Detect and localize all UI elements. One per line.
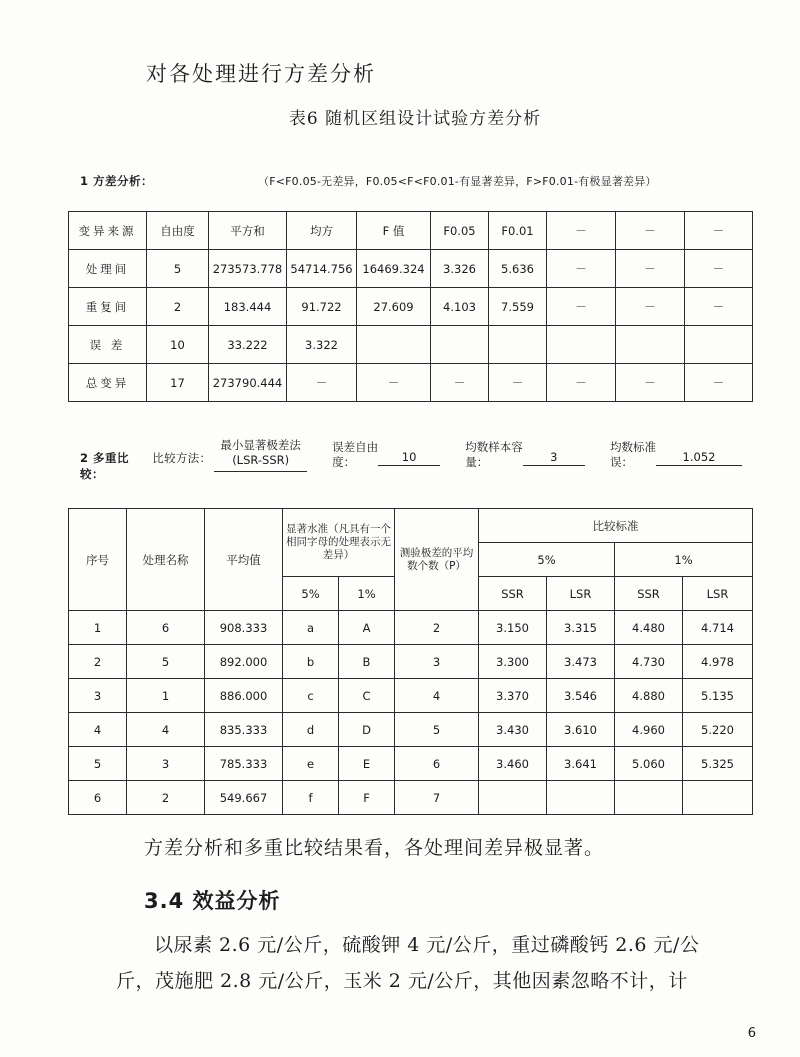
cmp-cell-3-4: D [339, 713, 395, 747]
cmp-cell-0-3: a [283, 611, 339, 645]
cmp-header-lsr-1: LSR [683, 577, 753, 611]
anova-cell-1-6: 7.559 [489, 288, 547, 326]
cmp-cell-2-6: 3.370 [479, 679, 547, 713]
cmp-header-crit-1: 1% [615, 543, 753, 577]
table-row [69, 509, 753, 543]
method-value-line1: 最小显著极差法 [220, 438, 301, 452]
benefit-paragraph-line1: 以尿素 2.6 元/公斤，硫酸钾 4 元/公斤，重过磷酸钙 2.6 元/公 [154, 934, 700, 956]
cmp-cell-5-6 [479, 781, 547, 815]
benefit-paragraph-line2: 斤，茂施肥 2.8 元/公斤，玉米 2 元/公斤，其他因素忽略不计，计 [116, 970, 688, 992]
section-1-note: （F<F0.05-无差异，F0.05<F<F0.01-有显著差异，F>F0.01-有极显著差异） [258, 175, 657, 188]
anova-header-7: － [547, 212, 616, 250]
method-value [214, 436, 306, 472]
cmp-cell-4-1: 3 [127, 747, 205, 781]
comparison-table [68, 508, 753, 815]
table-row [69, 713, 753, 747]
anova-header-9: － [685, 212, 753, 250]
anova-cell-1-7: － [547, 288, 616, 326]
cmp-cell-4-7: 3.641 [547, 747, 615, 781]
cmp-cell-3-8: 4.960 [615, 713, 683, 747]
comparison-table-wrapper [58, 508, 742, 815]
anova-cell-3-4: － [357, 364, 431, 402]
anova-header-5: F0.05 [431, 212, 489, 250]
cmp-header-seq: 序号 [69, 509, 127, 611]
cmp-cell-1-6: 3.300 [479, 645, 547, 679]
anova-cell-3-3: － [287, 364, 357, 402]
cmp-cell-4-9: 5.325 [683, 747, 753, 781]
cmp-header-sig-1: 1% [339, 577, 395, 611]
method-label: 比较方法： [152, 451, 212, 465]
df-label: 误差自由 度： [332, 440, 379, 469]
page-title: 对各处理进行方差分析 [146, 62, 376, 86]
anova-cell-0-9: － [685, 250, 753, 288]
sample-size-field-group [465, 436, 585, 470]
cmp-header-sig-5: 5% [283, 577, 339, 611]
cmp-cell-2-5: 4 [395, 679, 479, 713]
cmp-header-p: 测验极差的平均数个数（P） [395, 509, 479, 611]
anova-cell-0-3: 54714.756 [287, 250, 357, 288]
anova-cell-0-4: 16469.324 [357, 250, 431, 288]
table-row [69, 679, 753, 713]
anova-cell-0-2: 273573.778 [209, 250, 287, 288]
cmp-header-significance: 显著水准（凡具有一个相同字母的处理表示无差异） [283, 509, 395, 577]
anova-cell-2-6 [489, 326, 547, 364]
cmp-cell-1-0: 2 [69, 645, 127, 679]
anova-cell-1-1: 2 [147, 288, 209, 326]
table-row [69, 645, 753, 679]
cmp-cell-1-8: 4.730 [615, 645, 683, 679]
cmp-header-ssr-1: SSR [615, 577, 683, 611]
cmp-cell-2-2: 886.000 [205, 679, 283, 713]
section-1-number: 1 方差分析： [80, 174, 154, 188]
anova-header-6: F0.01 [489, 212, 547, 250]
anova-cell-3-6: － [489, 364, 547, 402]
cmp-header-mean: 平均值 [205, 509, 283, 611]
method-value-line2: (LSR-SSR) [232, 453, 290, 467]
cmp-cell-4-3: e [283, 747, 339, 781]
cmp-cell-0-5: 2 [395, 611, 479, 645]
anova-cell-1-2: 183.444 [209, 288, 287, 326]
cmp-header-ssr-5: SSR [479, 577, 547, 611]
cmp-cell-5-9 [683, 781, 753, 815]
anova-cell-2-7 [547, 326, 616, 364]
cmp-cell-2-9: 5.135 [683, 679, 753, 713]
sample-size-label: 均数样本容 量： [465, 440, 523, 469]
cmp-cell-4-6: 3.460 [479, 747, 547, 781]
table-row [69, 747, 753, 781]
anova-header-1: 自由度 [147, 212, 209, 250]
table-row [69, 781, 753, 815]
cmp-header-crit-5: 5% [479, 543, 615, 577]
cmp-cell-0-9: 4.714 [683, 611, 753, 645]
section-2-heading [58, 436, 742, 482]
std-error-value: 1.052 [656, 436, 742, 466]
anova-cell-2-9 [685, 326, 753, 364]
anova-header-2: 平方和 [209, 212, 287, 250]
cmp-cell-1-7: 3.473 [547, 645, 615, 679]
cmp-cell-2-4: C [339, 679, 395, 713]
cmp-cell-0-4: A [339, 611, 395, 645]
cmp-cell-1-4: B [339, 645, 395, 679]
cmp-cell-5-3: f [283, 781, 339, 815]
cmp-cell-0-1: 6 [127, 611, 205, 645]
cmp-cell-0-0: 1 [69, 611, 127, 645]
anova-cell-2-4 [357, 326, 431, 364]
table-row [69, 611, 753, 645]
cmp-header-treatment: 处理名称 [127, 509, 205, 611]
table-row [69, 250, 753, 288]
anova-cell-1-5: 4.103 [431, 288, 489, 326]
cmp-cell-2-7: 3.546 [547, 679, 615, 713]
cmp-cell-5-7 [547, 781, 615, 815]
section-1-heading [58, 173, 742, 189]
cmp-cell-5-8 [615, 781, 683, 815]
anova-cell-1-4: 27.609 [357, 288, 431, 326]
cmp-cell-3-2: 835.333 [205, 713, 283, 747]
benefit-paragraph [116, 927, 800, 999]
anova-table-wrapper [58, 211, 742, 402]
anova-cell-0-6: 5.636 [489, 250, 547, 288]
section-2-number: 2 多重比较： [80, 451, 130, 481]
cmp-cell-4-0: 5 [69, 747, 127, 781]
anova-cell-1-3: 91.722 [287, 288, 357, 326]
anova-header-4: F 值 [357, 212, 431, 250]
anova-table [68, 211, 753, 402]
cmp-cell-0-7: 3.315 [547, 611, 615, 645]
table-row [69, 364, 753, 402]
anova-cell-2-2: 33.222 [209, 326, 287, 364]
anova-cell-2-0: 误 差 [69, 326, 147, 364]
anova-header-8: － [616, 212, 685, 250]
page-number: 6 [747, 1026, 756, 1041]
cmp-cell-0-6: 3.150 [479, 611, 547, 645]
cmp-cell-5-1: 2 [127, 781, 205, 815]
cmp-cell-2-0: 3 [69, 679, 127, 713]
cmp-cell-3-5: 5 [395, 713, 479, 747]
cmp-cell-5-5: 7 [395, 781, 479, 815]
cmp-cell-1-5: 3 [395, 645, 479, 679]
table-row [69, 326, 753, 364]
table-row [69, 212, 753, 250]
cmp-cell-0-8: 4.480 [615, 611, 683, 645]
cmp-cell-3-1: 4 [127, 713, 205, 747]
cmp-cell-4-4: E [339, 747, 395, 781]
cmp-cell-1-3: b [283, 645, 339, 679]
anova-cell-2-5 [431, 326, 489, 364]
df-value: 10 [378, 436, 440, 466]
anova-cell-0-0: 处理间 [69, 250, 147, 288]
anova-cell-3-5: － [431, 364, 489, 402]
std-error-field-group [610, 436, 742, 470]
table-caption: 表6 随机区组设计试验方差分析 [288, 109, 542, 129]
anova-cell-3-1: 17 [147, 364, 209, 402]
anova-header-3: 均方 [287, 212, 357, 250]
cmp-cell-4-2: 785.333 [205, 747, 283, 781]
anova-cell-0-8: － [616, 250, 685, 288]
anova-cell-3-2: 273790.444 [209, 364, 287, 402]
cmp-cell-2-1: 1 [127, 679, 205, 713]
anova-cell-2-3: 3.322 [287, 326, 357, 364]
anova-cell-3-7: － [547, 364, 616, 402]
cmp-cell-3-6: 3.430 [479, 713, 547, 747]
cmp-cell-5-4: F [339, 781, 395, 815]
cmp-cell-2-8: 4.880 [615, 679, 683, 713]
conclusion-paragraph: 方差分析和多重比较结果看，各处理间差异极显著。 [144, 837, 605, 859]
anova-cell-3-8: － [616, 364, 685, 402]
cmp-cell-5-0: 6 [69, 781, 127, 815]
cmp-cell-3-3: d [283, 713, 339, 747]
section-3-4-heading: 3.4 效益分析 [144, 889, 281, 913]
cmp-cell-0-2: 908.333 [205, 611, 283, 645]
anova-cell-2-1: 10 [147, 326, 209, 364]
cmp-cell-4-8: 5.060 [615, 747, 683, 781]
anova-cell-1-8: － [616, 288, 685, 326]
cmp-cell-5-2: 549.667 [205, 781, 283, 815]
anova-cell-0-1: 5 [147, 250, 209, 288]
anova-cell-3-0: 总变异 [69, 364, 147, 402]
cmp-cell-3-9: 5.220 [683, 713, 753, 747]
anova-header-0: 变异来源 [69, 212, 147, 250]
anova-cell-1-0: 重复间 [69, 288, 147, 326]
cmp-cell-4-5: 6 [395, 747, 479, 781]
table-row [69, 288, 753, 326]
cmp-header-criteria: 比较标准 [479, 509, 753, 543]
cmp-cell-3-0: 4 [69, 713, 127, 747]
cmp-cell-1-2: 892.000 [205, 645, 283, 679]
sample-size-value: 3 [523, 436, 585, 466]
anova-cell-2-8 [616, 326, 685, 364]
anova-cell-3-9: － [685, 364, 753, 402]
cmp-cell-1-1: 5 [127, 645, 205, 679]
cmp-header-lsr-5: LSR [547, 577, 615, 611]
cmp-cell-1-9: 4.978 [683, 645, 753, 679]
cmp-cell-3-7: 3.610 [547, 713, 615, 747]
std-error-label: 均数标准 误： [610, 440, 656, 469]
cmp-cell-2-3: c [283, 679, 339, 713]
anova-cell-0-7: － [547, 250, 616, 288]
anova-cell-1-9: － [685, 288, 753, 326]
df-field-group [332, 436, 440, 470]
anova-cell-0-5: 3.326 [431, 250, 489, 288]
